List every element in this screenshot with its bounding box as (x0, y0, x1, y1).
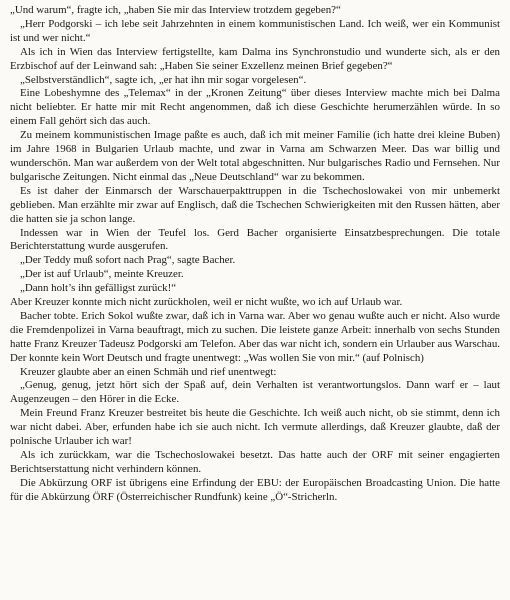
paragraph: Indessen war in Wien der Teufel los. Gerd Bacher organisierte Einsatzbesprechungen. Die totale Berichterstattung wurde ausgerufen. (10, 226, 500, 253)
paragraph: „Herr Podgorski – ich lebe seit Jahrzehnten in einem kommunistischen Land. Ich weiß, wer ein Kommunist ist und wer nicht.“ (10, 17, 500, 44)
paragraph: „Dann holt’s ihn gefälligst zurück!“ (20, 282, 177, 295)
paragraph: „Und warum“, fragte ich, „haben Sie mir das Interview trotzdem gegeben?“ (10, 4, 341, 16)
paragraph: Die Abkürzung ORF ist übrigens eine Erfindung der EBU: der Europäischen Broadcasting Union. Die hatte für die Abkürzung ÖRF (Österreichischer Rundfunk) keine „Ö“-Stricherln. (10, 476, 500, 503)
paragraph: „Der ist auf Urlaub“, meinte Kreuzer. (20, 268, 184, 281)
body-text (10, 4, 500, 505)
paragraph: „Genug, genug, jetzt hört sich der Spaß auf, dein Verhalten ist verantwortungslos. Dann warf er – laut Augenzeugen – den Hörer in die Ecke. (10, 379, 500, 406)
paragraph: Mein Freund Franz Kreuzer bestreitet bis heute die Geschichte. Ich weiß auch nicht, ob sie stimmt, denn ich war nicht dabei. Aber, erfunden habe ich sie auch nicht. Ich vermute allerdings, daß Kreuzer glaubte, daß der polnische Urlauber ich war! (10, 407, 500, 448)
paragraph: Es ist daher der Einmarsch der Warschauerpakttruppen in die Tschechoslowakei von mir unbemerkt geblieben. Man erzählte mir zwar auf Englisch, daß die Tschechen Schwierigkeiten mit den Russen hätten, aber die hatten sie ja schon lange. (10, 184, 500, 225)
paragraph: Aber Kreuzer konnte mich nicht zurückholen, weil er nicht wußte, wo ich auf Urlaub war. (10, 296, 403, 309)
paragraph: Bacher tobte. Erich Sokol wußte zwar, daß ich in Varna war. Aber wo genau wußte auch er nicht. Also wurde die Fremdenpolizei in Varna beauftragt, mich zu suchen. Die leistete ganze Arbeit: innerhalb von sechs Stunden hatte Franz Kreuzer Tadeusz Podgorski am Telefon. Aber das war nicht ich, sondern ein Urlauber aus Warschau. Der konnte kein Wort Deutsch und fragte unentwegt: „Was wollen Sie von mir.“ (auf Polnisch) (10, 309, 500, 364)
paragraph: Zu meinem kommunistischen Image paßte es auch, daß ich mit meiner Familie (ich hatte drei kleine Buben) im Jahre 1968 in Bulgarien Urlaub machte, und zwar in Varna am Schwarzen Meer. Das war billig und wunderschön. Man war außerdem von der Welt total abgeschnitten. Nur bulgarisches Radio und Fernsehen. Nur bulgarische Zeitungen. Nicht einmal das „Neue Deutschland“ war zu bekommen. (10, 129, 500, 183)
paragraph: Eine Lobeshymne des „Telemax“ in der „Kronen Zeitung“ über dieses Interview machte mich bei Dalma nicht beliebter. Er hatte mir mit Recht angenommen, daß ich diese Geschichte herumerzählen würde. In so einem Fall gehört sich das auch. (10, 87, 500, 128)
paragraph: Kreuzer glaubte aber an einen Schmäh und rief unentwegt: (20, 365, 277, 378)
paragraph: Als ich zurückkam, war die Tschechoslowakei besetzt. Das hatte auch der ORF mit seiner engagierten Berichtserstattung nicht verhindern können. (10, 449, 500, 475)
paragraph: Als ich in Wien das Interview fertigstellte, kam Dalma ins Synchronstudio und wunderte sich, als er den Erzbischof auf der Leinwand sah: „Haben Sie seiner Exzellenz meinen Brief gegeben?“ (10, 45, 500, 72)
paragraph: „Der Teddy muß sofort nach Prag“, sagte Bacher. (20, 254, 236, 267)
paragraph: „Selbstverständlich“, sagte ich, „er hat ihn mir sogar vorgelesen“. (20, 73, 307, 86)
